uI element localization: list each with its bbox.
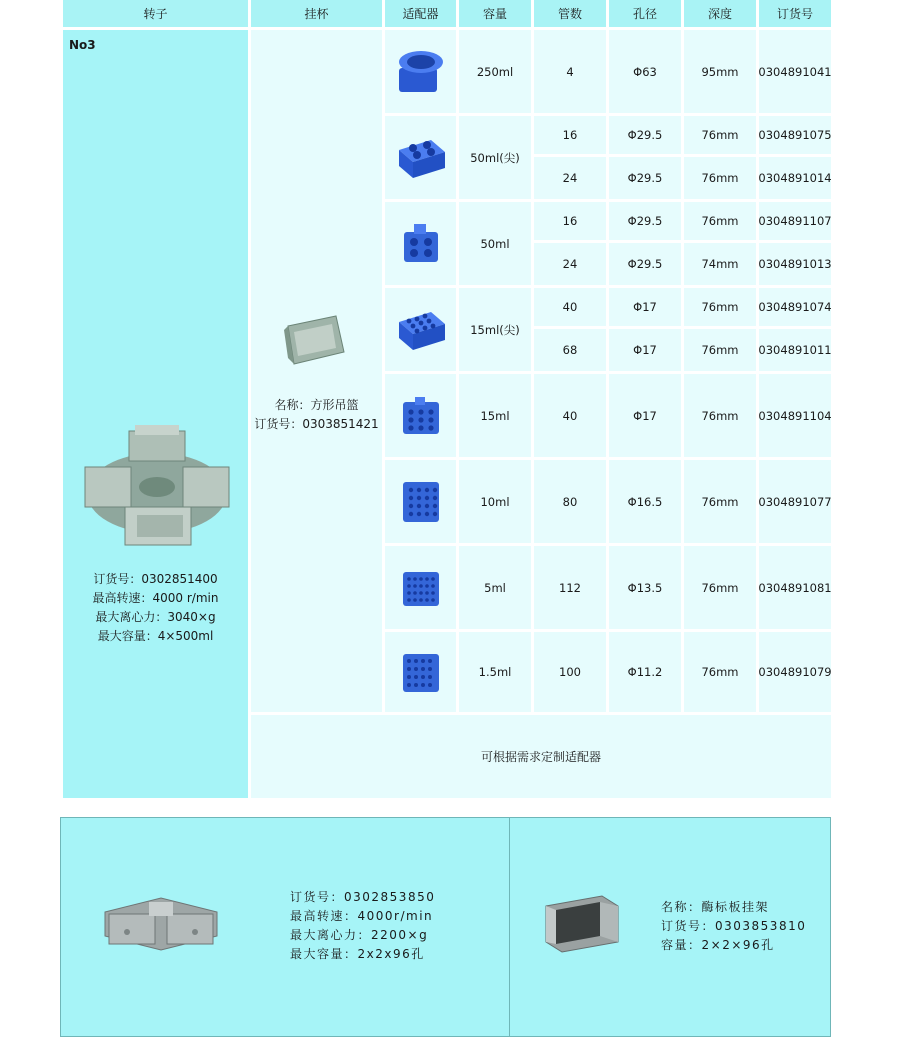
bore-cell: Φ17 <box>609 288 681 326</box>
bore-cell: Φ29.5 <box>609 243 681 285</box>
header-bucket: 挂杯 <box>251 0 382 27</box>
capacity-cell: 15ml(尖) <box>459 288 531 371</box>
adapter-4-holes-icon <box>395 136 447 180</box>
bucket-image <box>282 312 346 368</box>
bucket-name: 名称：方形吊篮 <box>274 398 359 412</box>
round-adapter-icon <box>395 48 447 96</box>
adapter-image-cell <box>385 288 456 371</box>
depth-cell: 76mm <box>684 460 756 543</box>
capacity-cell: 10ml <box>459 460 531 543</box>
depth-cell: 76mm <box>684 374 756 457</box>
bucket-order-no: 订货号：0303851421 <box>254 417 379 431</box>
header-order-no: 订货号 <box>759 0 831 27</box>
rotor-info <box>63 570 248 646</box>
header-bore: 孔径 <box>609 0 681 27</box>
bore-cell: Φ16.5 <box>609 460 681 543</box>
microplate-carrier-name: 名称：酶标板挂架 <box>661 900 770 914</box>
tube-count-cell: 40 <box>534 374 606 457</box>
bucket-cell <box>251 30 382 712</box>
capacity-cell: 50ml(尖) <box>459 116 531 199</box>
custom-adapter-note: 可根据需求定制适配器 <box>251 715 831 798</box>
order-no-cell: 0304891013 <box>759 243 831 285</box>
rotor-max-rcf: 最大离心力：3040×g <box>95 610 216 624</box>
adapter-image-cell <box>385 460 456 543</box>
tube-count-cell: 68 <box>534 329 606 371</box>
bore-cell: Φ63 <box>609 30 681 113</box>
tube-count-cell: 16 <box>534 116 606 154</box>
header-adapter: 适配器 <box>385 0 456 27</box>
capacity-cell: 1.5ml <box>459 632 531 712</box>
depth-cell: 95mm <box>684 30 756 113</box>
microplate-rotor-info <box>290 888 435 964</box>
order-no-cell: 0304891041 <box>759 30 831 113</box>
rotor-order-no: 订货号：0302851400 <box>93 572 218 586</box>
microplate-rotor-max-capacity: 最大容量：2x2x96孔 <box>290 947 425 961</box>
bore-cell: Φ29.5 <box>609 116 681 154</box>
bore-cell: Φ13.5 <box>609 546 681 629</box>
adapter-28-holes-icon <box>399 568 443 608</box>
tube-count-cell: 16 <box>534 202 606 240</box>
bucket-info <box>251 396 382 434</box>
rotor-max-speed: 最高转速：4000 r/min <box>92 591 219 605</box>
depth-cell: 74mm <box>684 243 756 285</box>
tube-count-cell: 80 <box>534 460 606 543</box>
adapter-microtube-icon <box>399 650 443 694</box>
rotor-max-capacity: 最大容量：4×500ml <box>97 629 214 643</box>
order-no-cell: 0304891014 <box>759 157 831 199</box>
adapter-10-holes-icon <box>399 396 443 436</box>
capacity-cell: 50ml <box>459 202 531 285</box>
depth-cell: 76mm <box>684 116 756 154</box>
header-depth: 深度 <box>684 0 756 27</box>
microplate-carrier-capacity: 容量：2×2×96孔 <box>661 938 775 952</box>
depth-cell: 76mm <box>684 288 756 326</box>
order-no-cell: 0304891074 <box>759 288 831 326</box>
order-no-cell: 0304891104 <box>759 374 831 457</box>
tube-count-cell: 4 <box>534 30 606 113</box>
bore-cell: Φ17 <box>609 374 681 457</box>
tube-count-cell: 100 <box>534 632 606 712</box>
capacity-cell: 250ml <box>459 30 531 113</box>
microplate-rotor-image <box>101 892 221 962</box>
adapter-image-cell <box>385 202 456 285</box>
depth-cell: 76mm <box>684 157 756 199</box>
adapter-20-holes-icon <box>399 480 443 524</box>
order-no-cell: 0304891107 <box>759 202 831 240</box>
tube-count-cell: 40 <box>534 288 606 326</box>
bore-cell: Φ29.5 <box>609 157 681 199</box>
order-no-cell: 0304891079 <box>759 632 831 712</box>
adapter-image-cell <box>385 374 456 457</box>
microplate-carrier-panel <box>509 817 831 1037</box>
capacity-cell: 5ml <box>459 546 531 629</box>
bore-cell: Φ17 <box>609 329 681 371</box>
depth-cell: 76mm <box>684 202 756 240</box>
bore-cell: Φ11.2 <box>609 632 681 712</box>
rotor-cell <box>63 30 248 798</box>
depth-cell: 76mm <box>684 632 756 712</box>
header-rotor: 转子 <box>63 0 248 27</box>
microplate-rotor-max-speed: 最高转速：4000r/min <box>290 909 434 923</box>
tube-count-cell: 24 <box>534 243 606 285</box>
depth-cell: 76mm <box>684 546 756 629</box>
order-no-cell: 0304891011 <box>759 329 831 371</box>
header-capacity: 容量 <box>459 0 531 27</box>
header-tube-count: 管数 <box>534 0 606 27</box>
microplate-rotor-order-no: 订货号：0302853850 <box>290 890 436 904</box>
order-no-cell: 0304891075 <box>759 116 831 154</box>
capacity-cell: 15ml <box>459 374 531 457</box>
order-no-cell: 0304891077 <box>759 460 831 543</box>
microplate-rotor-max-rcf: 最大离心力：2200×g <box>290 928 429 942</box>
depth-cell: 76mm <box>684 329 756 371</box>
adapter-image-cell <box>385 632 456 712</box>
adapter-image-cell <box>385 30 456 113</box>
adapter-many-holes-icon <box>395 308 447 352</box>
tube-count-cell: 24 <box>534 157 606 199</box>
order-no-cell: 0304891081 <box>759 546 831 629</box>
microplate-carrier-order-no: 订货号：0303853810 <box>661 919 807 933</box>
adapter-image-cell <box>385 116 456 199</box>
rotor-image <box>79 423 235 547</box>
tube-count-cell: 112 <box>534 546 606 629</box>
adapter-image-cell <box>385 546 456 629</box>
adapter-4-holes-tall-icon <box>398 222 444 266</box>
microplate-rotor-panel <box>60 817 510 1037</box>
bore-cell: Φ29.5 <box>609 202 681 240</box>
rotor-model: No3 <box>69 38 96 52</box>
microplate-carrier-info <box>661 898 806 955</box>
microplate-carrier-image <box>542 892 622 954</box>
